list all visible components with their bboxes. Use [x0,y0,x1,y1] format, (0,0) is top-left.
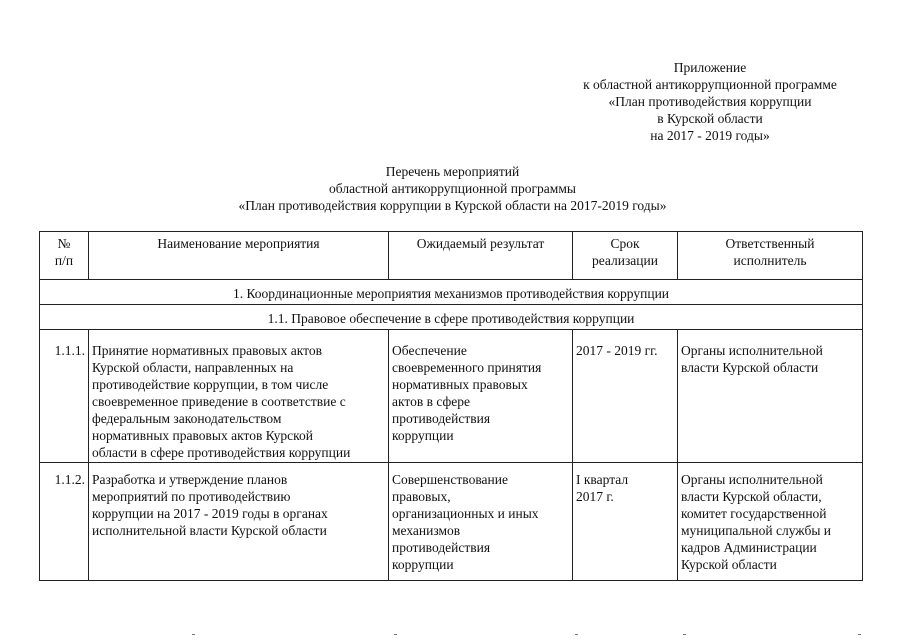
scan-mark [192,634,195,635]
row-term: 2017 - 2019 гг. [573,330,678,463]
title-line: «План противодействия коррупции в Курской области на 2017-2019 годы» [238,198,667,213]
row-number: 1.1.1. [40,330,89,463]
row-executor: Органы исполнительной власти Курской области [678,330,863,463]
appendix-line: в Курской области [657,111,763,126]
scan-mark [575,634,578,635]
table-row [40,330,863,463]
row-executor: Органы исполнительной власти Курской области, комитет государственной муниципальной службы и кадров Администрации Курской области [678,463,863,581]
scan-edge-marks [0,628,905,640]
row-number: 1.1.2. [40,463,89,581]
section-row [40,280,863,305]
row-result: Обеспечение своевременного принятия нормативных правовых актов в сфере противодействия коррупции [389,330,573,463]
table-header-row [40,232,863,280]
scan-mark [858,634,861,635]
title-line: Перечень мероприятий [385,164,520,179]
header-term: Срок реализации [573,232,678,280]
row-name: Принятие нормативных правовых актов Курской области, направленных на противодействие коррупции, в том числе своевременное приведение в соответствие с федеральным законодательством нормативных правовых актов Курской области в сфере противодействия коррупции [89,330,389,463]
title-line: областной антикоррупционной программы [329,181,576,196]
section-heading: 1. Координационные мероприятия механизмов противодействия коррупции [40,280,863,305]
header-executor: Ответственный исполнитель [678,232,863,280]
row-name: Разработка и утверждение планов мероприятий по противодействию коррупции на 2017 - 2019 годы в органах исполнительной власти Курской области [89,463,389,581]
appendix-note [520,59,900,144]
header-name: Наименование мероприятия [89,232,389,280]
document-title [0,163,905,214]
scan-mark [394,634,397,635]
appendix-line: к областной антикоррупционной программе [583,77,837,92]
row-term: I квартал 2017 г. [573,463,678,581]
scan-mark [683,634,686,635]
subsection-heading: 1.1. Правовое обеспечение в сфере противодействия коррупции [40,305,863,330]
appendix-line: на 2017 - 2019 годы» [650,128,770,143]
appendix-line: Приложение [673,60,747,75]
row-result: Совершенствование правовых, организационных и иных механизмов противодействия коррупции [389,463,573,581]
subsection-row [40,305,863,330]
activities-table [39,231,863,581]
header-result: Ожидаемый результат [389,232,573,280]
appendix-line: «План противодействия коррупции [608,94,812,109]
table-row [40,463,863,581]
header-num: № п/п [40,232,89,280]
